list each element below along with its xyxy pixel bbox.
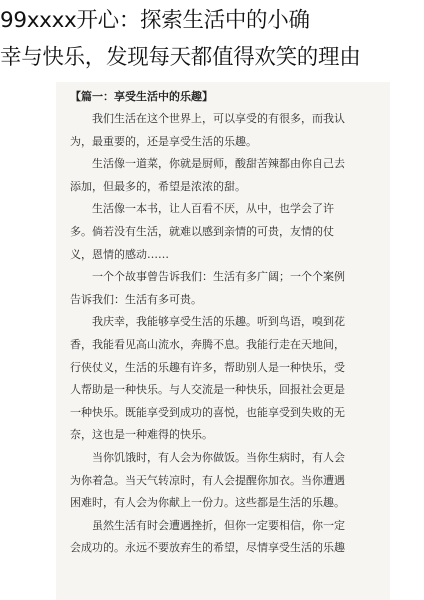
document-line: 义，恩情的感动…… (70, 247, 169, 261)
document-line: 生活像一道菜，你就是厨师，酸甜苦辣都由你自己去 (92, 157, 345, 171)
document-line: 生活像一本书，让人百看不厌，从中，也学会了许 (92, 202, 334, 216)
document-line: 多。倘若没有生活，就难以感到亲情的可贵，友情的仗 (70, 224, 334, 238)
page-title-line-2: 幸与快乐，发现每天都值得欢笑的理由 (0, 45, 361, 70)
document-line: 行侠仗义，生活的乐趣有许多，帮助别人是一种快乐，受 (70, 360, 345, 374)
document-line: 会成功的。永远不要放弃生的希望，尽情享受生活的乐趣 (70, 541, 345, 555)
document-line: 告诉我们：生活有多可贵。 (70, 292, 202, 306)
document-line: 虽然生活有时会遭遇挫折，但你一定要相信，你一定 (92, 518, 345, 532)
document-line: 一个个故事曾告诉我们：生活有多广阔；一个个案例 (92, 270, 345, 284)
page-title-line-1: 99xxxx开心：探索生活中的小确 (0, 8, 310, 33)
document-line: 添加，但最多的，希望是浓浓的甜。 (70, 179, 246, 193)
document-line: 一种快乐。既能享受到成功的喜悦，也能享受到失败的无 (70, 405, 345, 419)
document-line: 人帮助是一种快乐。与人交流是一种快乐，回报社会更是 (70, 383, 345, 397)
document-line: 奈，这也是一种难得的快乐。 (70, 428, 213, 442)
document-line: 香，我能看见高山流水，奔腾不息。我能行走在天地间， (70, 337, 345, 351)
document-line: 为，最重要的，还是享受生活的乐趣。 (70, 134, 257, 148)
document-heading: 【篇一：享受生活中的乐趣】 (70, 90, 213, 103)
document-line: 为你着急。当天气转凉时，有人会提醒你加衣。当你遭遇 (70, 473, 345, 487)
document-line: 我们生活在这个世界上，可以享受的有很多，而我认 (92, 112, 345, 125)
document-line: 困难时，有人会为你献上一份力。这些都是生活的乐趣。 (70, 496, 345, 510)
document-line: 当你饥饿时，有人会为你做饭。当你生病时，有人会 (92, 450, 345, 464)
page-title (0, 2, 424, 76)
document-body (70, 108, 382, 560)
document-line: 我庆幸，我能够享受生活的乐趣。听到鸟语，嗅到花 (92, 315, 345, 329)
document-scan-image (56, 82, 390, 600)
